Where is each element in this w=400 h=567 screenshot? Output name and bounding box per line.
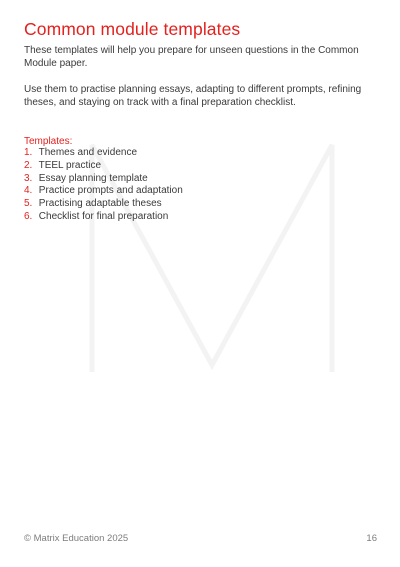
template-number: 6. (24, 210, 33, 222)
template-label: TEEL practice (38, 159, 102, 171)
template-number: 3. (24, 172, 33, 184)
template-label: Practising adaptable theses (38, 198, 162, 210)
template-number: 5. (24, 198, 33, 210)
templates-list (24, 147, 183, 224)
intro-paragraph-2: Use them to practise planning essays, adapting to different prompts, refining theses, and staying on track with a final preparation checklist. (24, 84, 362, 108)
template-label: Checklist for final preparation (38, 210, 169, 222)
template-item (24, 211, 183, 224)
templates-heading: Templates: (24, 136, 73, 147)
template-label: Practice prompts and adaptation (38, 185, 183, 197)
template-number: 4. (24, 185, 33, 197)
intro-paragraph-1: These templates will help you prepare for unseen questions in the Common Module paper. (24, 45, 359, 69)
template-number: 2. (24, 159, 33, 171)
page-title: Common module templates (24, 19, 241, 39)
template-label: Essay planning template (38, 172, 148, 184)
footer-copyright: © Matrix Education 2025 (24, 533, 129, 544)
template-item (24, 147, 183, 160)
template-item (24, 160, 183, 173)
template-item (24, 185, 183, 198)
page-number: 16 (366, 533, 377, 544)
template-number: 1. (24, 147, 33, 158)
template-label: Themes and evidence (38, 147, 138, 158)
template-item (24, 198, 183, 211)
template-item (24, 173, 183, 186)
